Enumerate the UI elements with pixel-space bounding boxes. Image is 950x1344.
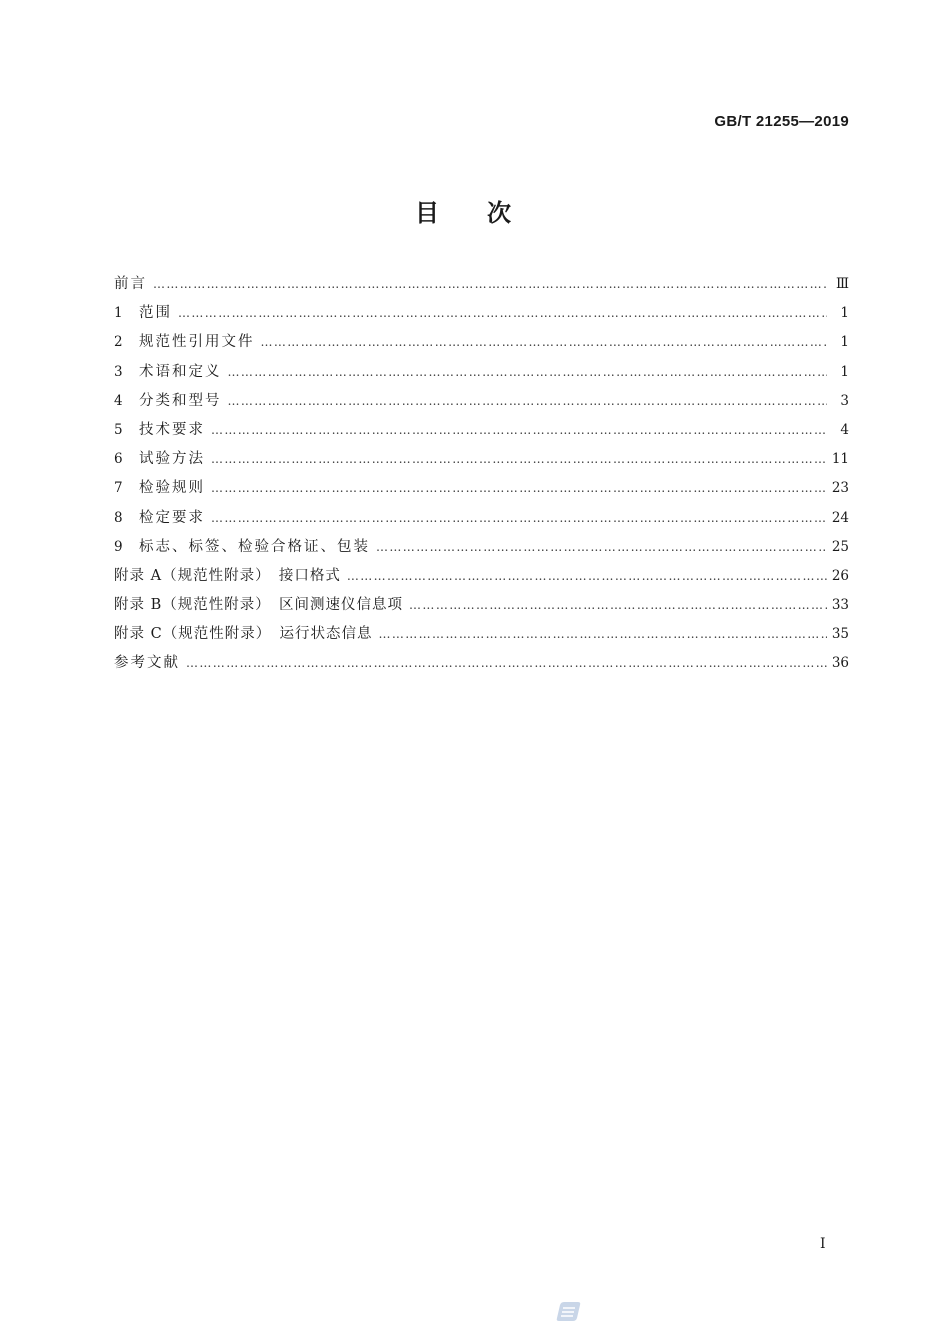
- toc-entry-page: 3: [840, 392, 849, 409]
- toc-dot-leader: [178, 299, 827, 328]
- toc-entry-terms-definitions[interactable]: [114, 358, 849, 387]
- toc-dot-leader: [153, 270, 827, 299]
- toc-entry-label: 附录 B（规范性附录） 区间测速仪信息项: [114, 597, 404, 614]
- toc-entry-label: 分类和型号: [139, 392, 222, 409]
- toc-entry-number: 1: [114, 305, 123, 322]
- toc-entry-label: 前言: [114, 276, 147, 292]
- toc-entry-number: 9: [114, 538, 123, 555]
- toc-entry-number: 4: [114, 392, 123, 409]
- toc-dot-leader: [378, 620, 827, 649]
- toc-dot-leader: [211, 416, 827, 445]
- toc-entry-label: 附录 C（规范性附录） 运行状态信息: [114, 626, 373, 643]
- toc-dot-leader: [186, 649, 827, 678]
- toc-entry-scope[interactable]: [114, 299, 849, 328]
- toc-entry-page: 36: [831, 655, 849, 672]
- toc-dot-leader: [211, 445, 827, 474]
- toc-dot-leader: [376, 533, 827, 562]
- toc-entry-page: 33: [831, 597, 849, 614]
- toc-entry-verification-requirements[interactable]: [114, 504, 849, 533]
- toc-dot-leader: [211, 474, 827, 503]
- table-of-contents: [114, 270, 849, 679]
- page-title: 目次: [415, 199, 559, 227]
- toc-entry-label: 检验规则: [139, 480, 205, 497]
- toc-entry-label: 参考文献: [114, 655, 180, 672]
- toc-entry-number: 2: [114, 334, 123, 351]
- toc-dot-leader: [228, 358, 828, 387]
- toc-entry-label: 标志、标签、检验合格证、包装: [139, 538, 370, 555]
- toc-entry-page: 25: [831, 538, 849, 555]
- standard-code: GB/T 21255—2019: [714, 113, 849, 130]
- toc-entry-marking-packaging[interactable]: [114, 533, 849, 562]
- toc-entry-number: 8: [114, 509, 123, 526]
- toc-entry-page: 1: [840, 363, 849, 380]
- toc-dot-leader: [228, 387, 828, 416]
- toc-entry-label: 规范性引用文件: [139, 334, 255, 351]
- toc-entry-annex-a[interactable]: [114, 562, 849, 591]
- toc-entry-page: 26: [831, 567, 849, 584]
- toc-entry-test-methods[interactable]: [114, 445, 849, 474]
- page-number: I: [820, 1236, 826, 1252]
- toc-entry-page: 1: [840, 334, 849, 351]
- toc-entry-number: 5: [114, 421, 123, 438]
- toc-entry-page: 11: [831, 451, 849, 468]
- toc-entry-annex-c[interactable]: [114, 620, 849, 649]
- toc-entry-label: 检定要求: [139, 509, 205, 526]
- toc-entry-number: 7: [114, 480, 123, 497]
- toc-entry-inspection-rules[interactable]: [114, 474, 849, 503]
- toc-entry-page: 24: [831, 509, 849, 526]
- toc-entry-page: Ⅲ: [835, 276, 849, 292]
- toc-entry-technical-requirements[interactable]: [114, 416, 849, 445]
- toc-entry-annex-b[interactable]: [114, 591, 849, 620]
- toc-entry-normative-references[interactable]: [114, 328, 849, 357]
- toc-entry-bibliography[interactable]: [114, 649, 849, 678]
- toc-dot-leader: [347, 562, 827, 591]
- toc-dot-leader: [261, 328, 828, 357]
- toc-entry-label: 试验方法: [139, 451, 205, 468]
- toc-entry-number: 6: [114, 451, 123, 468]
- toc-dot-leader: [409, 591, 827, 620]
- toc-entry-label: 术语和定义: [139, 363, 222, 380]
- toc-entry-number: 3: [114, 363, 123, 380]
- toc-entry-page: 4: [840, 421, 849, 438]
- toc-entry-classification[interactable]: [114, 387, 849, 416]
- toc-dot-leader: [211, 504, 827, 533]
- toc-entry-page: 23: [831, 480, 849, 497]
- sac-logo-icon: [556, 1300, 582, 1322]
- toc-entry-foreword[interactable]: [114, 270, 849, 299]
- toc-entry-label: 范围: [139, 305, 172, 322]
- toc-entry-page: 1: [840, 305, 849, 322]
- toc-entry-page: 35: [831, 626, 849, 643]
- toc-entry-label: 附录 A（规范性附录） 接口格式: [114, 567, 341, 584]
- toc-entry-label: 技术要求: [139, 421, 205, 438]
